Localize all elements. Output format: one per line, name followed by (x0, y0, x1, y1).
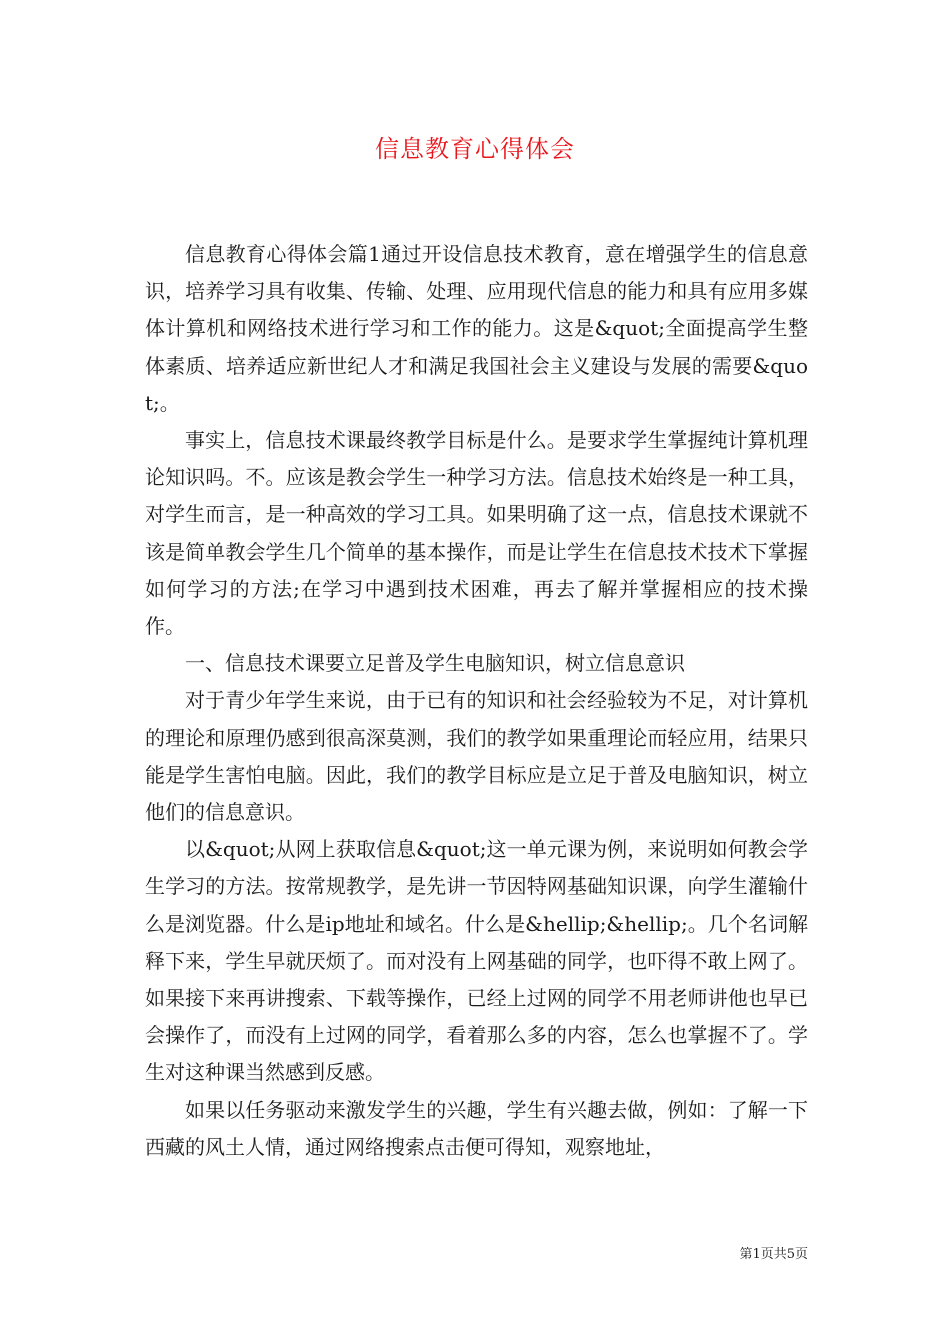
paragraph-intro: 信息教育心得体会篇1通过开设信息技术教育，意在增强学生的信息意识，培养学习具有收集、传输、处理、应用现代信息的能力和具有应用多媒体计算机和网络技术进行学习和工作的能力。这是&quot;全面提高学生整体素质、培养适应新世纪人才和满足我国社会主义建设与发展的需要&quot;。 (145, 242, 808, 415)
paragraph-fact: 事实上，信息技术课最终教学目标是什么。是要求学生掌握纯计算机理论知识吗。不。应该是教会学生一种学习方法。信息技术始终是一种工具，对学生而言，是一种高效的学习工具。如果明确了这一点，信息技术课就不该是简单教会学生几个简单的基本操作，而是让学生在信息技术技术下掌握如何学习的方法;在学习中遇到技术困难，再去了解并掌握相应的技术操作。 (145, 428, 808, 639)
section-heading-1: 一、信息技术课要立足普及学生电脑知识，树立信息意识 (185, 651, 685, 676)
page-number: 第1页共5页 (739, 1247, 808, 1262)
document-title: 信息教育心得体会 (375, 135, 575, 163)
document-body (145, 236, 808, 1166)
paragraph-example: 以&quot;从网上获取信息&quot;这一单元课为例，来说明如何教会学生学习的方法。按常规教学，是先讲一节因特网基础知识课，向学生灌输什么是浏览器。什么是ip地址和域名。什么是&hellip;&hellip;。几个名词解释下来，学生早就厌烦了。而对没有上网基础的同学，也吓得不敢上网了。如果接下来再讲搜索、下载等操作，已经上过网的同学不用老师讲他也早已会操作了，而没有上过网的同学，看着那么多的内容，怎么也掌握不了。学生对这种课当然感到反感。 (145, 837, 808, 1085)
paragraph-students: 对于青少年学生来说，由于已有的知识和社会经验较为不足，对计算机的理论和原理仍感到很高深莫测，我们的教学如果重理论而轻应用，结果只能是学生害怕电脑。因此，我们的教学目标应是立足于普及电脑知识，树立他们的信息意识。 (145, 688, 808, 825)
paragraph-task-driven: 如果以任务驱动来激发学生的兴趣，学生有兴趣去做，例如：了解一下西藏的风土人情，通过网络搜索点击便可得知，观察地址， (145, 1097, 808, 1159)
